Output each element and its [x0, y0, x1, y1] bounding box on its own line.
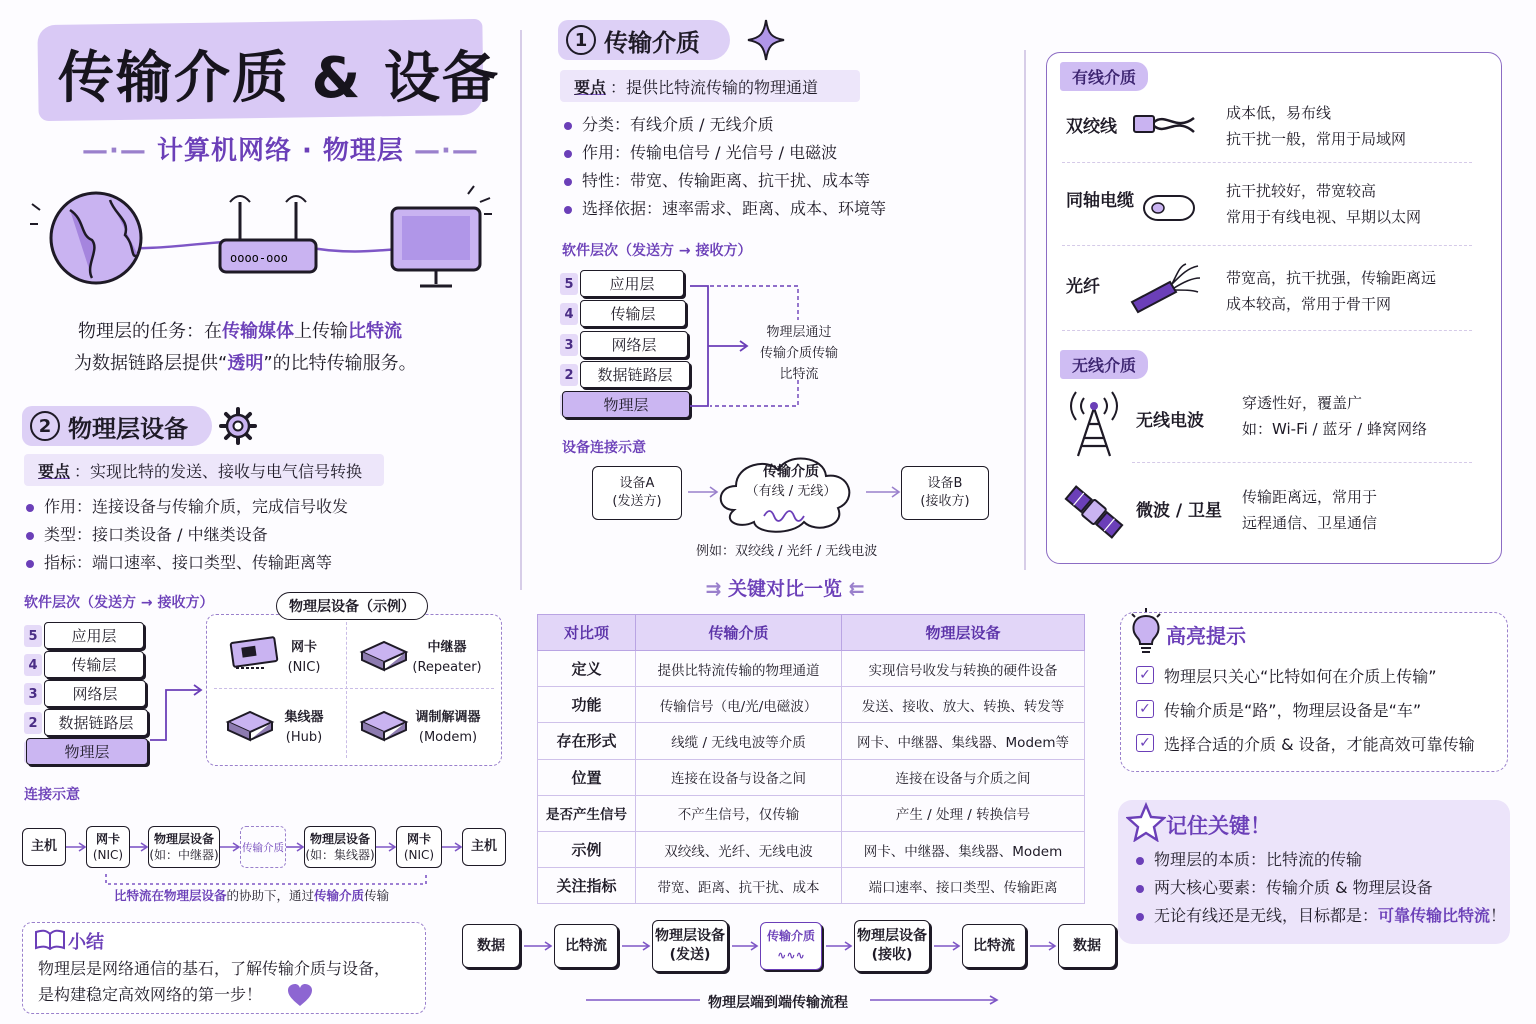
layer-note-line: 比特流 — [779, 367, 819, 382]
cloud-subtitle: （有线 / 无线） — [745, 484, 837, 499]
media-section-header — [558, 20, 730, 60]
layer-application: 应用层 — [580, 270, 684, 297]
device-en: (Hub) — [285, 730, 323, 745]
media-name: 双绞线 — [1066, 117, 1117, 137]
media-name: 微波 / 卫星 — [1136, 501, 1223, 521]
tips-title: 高亮提示 — [1166, 624, 1246, 648]
check-icon: ✓ — [1136, 700, 1154, 718]
modem-icon — [358, 708, 410, 742]
device-a-role: (发送方) — [612, 494, 662, 509]
device-en: (Repeater) — [412, 660, 482, 675]
flow-sub: (发送) — [669, 947, 711, 963]
summary-line: 物理层是网络通信的基石，了解传输介质与设备， — [38, 959, 391, 978]
chain-label: 传输介质 — [242, 841, 284, 854]
flow-label: 比特流 — [973, 937, 1015, 954]
media-name: 光纤 — [1066, 277, 1100, 297]
heart-icon — [286, 982, 314, 1008]
page-subtitle: —·— 计算机网络 · 物理层 —·— — [82, 136, 479, 166]
flow-label: 数据 — [1073, 937, 1101, 954]
device-en: (Modem) — [418, 730, 478, 745]
devices-label: 物理层设备（示例） — [276, 592, 428, 620]
table-row — [538, 795, 1085, 831]
device-keypoint — [24, 454, 384, 486]
layer-application: 应用层 — [44, 622, 144, 649]
remember-text: ！ — [1490, 906, 1507, 925]
summary-title: 小结 — [68, 932, 104, 953]
hub-icon — [224, 708, 276, 742]
chain-caption-part: 比特流在 — [114, 888, 165, 903]
table-cell: 端口速率、接口类型、传输距离 — [842, 868, 1085, 904]
layer-number: 5 — [24, 625, 42, 647]
grid-divider — [346, 622, 347, 758]
tip-text: 物理层只关心“比特如何在介质上传输” — [1164, 666, 1437, 686]
chain-label: 物理层设备 — [309, 832, 370, 846]
page-title: 传输介质 & 设备 — [58, 46, 500, 111]
media-desc — [1242, 390, 1427, 442]
table-cell: 网卡、中继器、集线器、Modem — [842, 831, 1085, 867]
media-desc-line: 成本较高，常用于骨干网 — [1226, 295, 1392, 313]
fiber-icon — [1126, 262, 1202, 316]
nic-icon — [228, 634, 280, 674]
media-desc-line: 抗干扰较好，带宽较高 — [1226, 182, 1377, 200]
grid-divider — [214, 688, 494, 689]
intro-keyword: 比特流 — [348, 321, 402, 342]
media-desc-line: 如：Wi-Fi / 蓝牙 / 蜂窝网络 — [1242, 420, 1427, 438]
summary-text — [38, 956, 390, 1008]
column-header: 对比项 — [538, 615, 636, 651]
section-number: 2 — [30, 411, 60, 441]
separator — [1062, 330, 1472, 331]
device-en: (NIC) — [287, 660, 321, 675]
repeater-icon — [358, 638, 410, 672]
device-nic — [282, 638, 326, 678]
media-example: 例如：双绞线 / 光纤 / 无线电波 — [696, 544, 878, 559]
media-name: 同轴电缆 — [1066, 191, 1134, 211]
row-header: 功能 — [538, 687, 636, 723]
remember-keyword: 可靠传输比特流 — [1378, 906, 1491, 925]
layer-physical: 物理层 — [26, 738, 148, 765]
intro-text-part: ”的比特传输服务。 — [263, 353, 417, 374]
device-modem — [410, 708, 486, 748]
chain-sub: (如：中继器) — [149, 848, 219, 862]
layer-number: 4 — [24, 654, 42, 676]
comparison-title: ⇉ 关键对比一览 ⇇ — [705, 578, 865, 600]
chain-caption-part: 的协助下，通过 — [226, 888, 315, 903]
chain-label: 物理层设备 — [153, 832, 214, 846]
comparison-table — [537, 614, 1085, 904]
radio-tower-icon — [1064, 388, 1124, 460]
tip-text: 选择合适的介质 & 设备，才能高效可靠传输 — [1164, 734, 1475, 754]
book-icon — [34, 928, 66, 950]
list-item: 物理层的本质：比特流的传输 — [1134, 846, 1506, 874]
section-number: 1 — [566, 25, 596, 55]
intro-text-part: 为数据链路层提供“ — [74, 353, 228, 374]
table-cell: 实现信号收发与转换的硬件设备 — [842, 651, 1085, 687]
keypoint-text: ：实现比特的发送、接收与电气信号转换 — [74, 461, 363, 481]
row-header: 位置 — [538, 759, 636, 795]
media-bullets — [562, 111, 886, 223]
chain-sub: (如：集线器) — [305, 848, 375, 862]
comparison-title-text: 关键对比一览 — [727, 578, 842, 600]
layer-number: 2 — [24, 712, 42, 734]
device-name: 中继器 — [427, 640, 467, 655]
intro-text — [74, 316, 417, 380]
lightbulb-icon — [1126, 606, 1166, 654]
tip-item — [1136, 726, 1475, 760]
table-cell: 连接在设备与设备之间 — [636, 759, 842, 795]
layer-network: 网络层 — [44, 680, 146, 707]
layer-note-line: 物理层通过 — [766, 325, 832, 340]
conn-label: 连接示意 — [24, 787, 80, 803]
chain-caption-part: 传输 — [364, 888, 390, 903]
check-icon: ✓ — [1136, 666, 1154, 684]
layers-label: 软件层次（发送方 → 接收方） — [24, 595, 214, 611]
table-header-row — [538, 615, 1085, 651]
flow-sub: (接收) — [871, 947, 913, 963]
row-header: 示例 — [538, 831, 636, 867]
tips-list — [1136, 658, 1475, 760]
media-desc-line: 带宽高，抗干扰强，传输距离远 — [1226, 269, 1437, 287]
layer-stack-device — [24, 622, 154, 772]
layer-number: 5 — [560, 273, 578, 295]
separator — [1132, 462, 1472, 463]
monitor-icon — [392, 186, 492, 286]
flow-step-data — [462, 924, 520, 968]
table-row — [538, 759, 1085, 795]
layer-note — [744, 322, 854, 385]
flow-label: 数据 — [477, 937, 505, 954]
star-icon — [1126, 802, 1166, 842]
keypoint-label: 要点 — [38, 461, 71, 481]
device-b-role: (接收方) — [920, 494, 970, 509]
column-header: 传输介质 — [636, 615, 842, 651]
router-icon — [220, 196, 316, 272]
list-item: 作用：连接设备与传输介质，完成信号收发 — [24, 493, 348, 521]
wireless-tag: 无线介质 — [1060, 350, 1148, 379]
table-cell: 传输信号（电/光/电磁波） — [636, 687, 842, 723]
chain-caption-part: 传输介质 — [314, 888, 365, 903]
layer-number: 4 — [560, 303, 578, 325]
flow-step-data — [1058, 924, 1116, 968]
layer-transport: 传输层 — [580, 300, 686, 327]
table-cell: 产生 / 处理 / 转换信号 — [842, 795, 1085, 831]
sparkle-icon — [746, 18, 786, 62]
layer-datalink: 数据链路层 — [44, 709, 148, 736]
device-repeater — [412, 638, 482, 678]
device-a-label: 设备A — [619, 476, 655, 491]
row-header: 存在形式 — [538, 723, 636, 759]
media-desc-line: 成本低，易布线 — [1226, 104, 1332, 122]
media-desc — [1226, 100, 1406, 152]
twisted-pair-icon — [1130, 104, 1200, 144]
tip-item — [1136, 692, 1475, 726]
device-b-box — [901, 466, 989, 520]
table-cell: 连接在设备与介质之间 — [842, 759, 1085, 795]
layers-label: 软件层次（发送方 → 接收方） — [562, 243, 752, 259]
intro-keyword: 传输媒体 — [222, 321, 294, 342]
flow-label: 比特流 — [565, 937, 607, 954]
layer-datalink: 数据链路层 — [580, 361, 690, 388]
chain-label: 网卡 — [406, 832, 431, 846]
flow-label: 传输介质 — [766, 929, 815, 943]
svg-text:oooo-ooo: oooo-ooo — [230, 251, 288, 265]
device-hub — [280, 708, 328, 748]
list-item: 指标：端口速率、接口类型、传输距离等 — [24, 549, 348, 577]
media-desc-line: 远程通信、卫星通信 — [1242, 514, 1378, 532]
table-cell: 提供比特流传输的物理通道 — [636, 651, 842, 687]
chain-sub: (NIC) — [403, 848, 435, 862]
list-item: 选择依据：速率需求、距离、成本、环境等 — [562, 195, 886, 223]
row-header: 定义 — [538, 651, 636, 687]
column-divider — [520, 30, 522, 590]
media-desc-line: 常用于有线电视、早期以太网 — [1226, 208, 1422, 226]
device-name: 网卡 — [290, 640, 317, 655]
chain-label: 主机 — [470, 839, 497, 854]
coax-cable-icon — [1140, 182, 1196, 226]
satellite-icon — [1062, 476, 1126, 548]
device-section-header — [22, 406, 212, 446]
table-row — [538, 687, 1085, 723]
flow-label: 物理层设备 — [857, 928, 927, 944]
hero-illustration — [30, 180, 500, 300]
table-cell: 发送、接收、放大、转换、转发等 — [842, 687, 1085, 723]
remember-list — [1134, 846, 1506, 930]
device-name: 集线器 — [284, 710, 324, 725]
media-desc-line: 穿透性好，覆盖广 — [1242, 394, 1363, 412]
intro-text-part: 物理层的任务：在 — [78, 321, 222, 342]
row-header: 关注指标 — [538, 868, 636, 904]
subtitle-text: 计算机网络 · 物理层 — [156, 136, 404, 166]
row-header: 是否产生信号 — [538, 795, 636, 831]
chain-caption — [114, 886, 389, 904]
chain-sub: (NIC) — [92, 848, 124, 862]
section-title: 物理层设备 — [68, 414, 188, 443]
table-row — [538, 723, 1085, 759]
table-cell: 线缆 / 无线电波等介质 — [636, 723, 842, 759]
chain-label: 主机 — [30, 839, 57, 854]
device-b-label: 设备B — [927, 476, 963, 491]
summary-line: 是构建稳定高效网络的第一步！ — [38, 985, 263, 1004]
list-item: 特性：带宽、传输距离、抗干扰、成本等 — [562, 167, 886, 195]
table-row — [538, 868, 1085, 904]
layer-connector — [150, 680, 210, 750]
media-desc — [1242, 484, 1377, 536]
wired-tag: 有线介质 — [1060, 62, 1148, 91]
separator — [1062, 245, 1472, 246]
layer-transport: 传输层 — [44, 651, 144, 678]
column-divider — [1024, 50, 1026, 570]
chain-label: 网卡 — [95, 832, 120, 846]
media-desc — [1226, 265, 1436, 317]
table-cell: 不产生信号，仅传输 — [636, 795, 842, 831]
table-cell: 双绞线、光纤、无线电波 — [636, 831, 842, 867]
cloud-title: 传输介质 — [763, 464, 819, 480]
cloud-label — [736, 462, 846, 502]
column-header: 物理层设备 — [842, 615, 1085, 651]
layer-network: 网络层 — [580, 331, 688, 358]
list-item: 类型：接口类设备 / 中继类设备 — [24, 521, 348, 549]
media-desc — [1226, 178, 1421, 230]
intro-text-part: 上传输 — [294, 321, 348, 342]
separator — [1062, 162, 1472, 163]
tip-item — [1136, 658, 1475, 692]
table-row — [538, 651, 1085, 687]
media-desc-line: 传输距离远，常用于 — [1242, 488, 1378, 506]
chain-caption-part: 物理层设备 — [164, 888, 227, 903]
intro-keyword: 透明 — [227, 353, 264, 374]
check-icon: ✓ — [1136, 734, 1154, 752]
keypoint-label: 要点 — [574, 77, 607, 97]
layer-physical: 物理层 — [562, 391, 690, 418]
media-desc-line: 抗干扰一般，常用于局域网 — [1226, 130, 1407, 148]
device-bullets — [24, 493, 348, 577]
table-cell: 网卡、中继器、集线器、Modem等 — [842, 723, 1085, 759]
media-keypoint — [560, 70, 860, 102]
gear-icon — [218, 406, 258, 446]
layer-number: 2 — [560, 364, 578, 386]
globe-icon — [30, 193, 141, 283]
table-cell: 带宽、距离、抗干扰、成本 — [636, 868, 842, 904]
list-item: 两大核心要素：传输介质 & 物理层设备 — [1134, 874, 1506, 902]
list-item — [1134, 902, 1506, 930]
media-name: 无线电波 — [1136, 411, 1204, 431]
layer-note-line: 传输介质传输 — [759, 346, 838, 361]
remember-title: 记住关键！ — [1166, 814, 1271, 838]
layer-stack-media — [560, 270, 700, 420]
device-name: 调制解调器 — [415, 710, 481, 725]
wave-icon: ∿∿∿ — [777, 949, 805, 962]
list-item: 分类：有线介质 / 无线介质 — [562, 111, 886, 139]
layer-number: 3 — [560, 334, 578, 356]
flow-caption: 物理层端到端传输流程 — [708, 995, 848, 1011]
list-item: 作用：传输电信号 / 光信号 / 电磁波 — [562, 139, 886, 167]
keypoint-text: ：提供比特流传输的物理通道 — [610, 77, 819, 97]
tip-text: 传输介质是“路”，物理层设备是“车” — [1164, 700, 1422, 720]
layer-number: 3 — [24, 683, 42, 705]
conn-label: 设备连接示意 — [562, 440, 646, 456]
remember-text: 无论有线还是无线，目标都是： — [1154, 906, 1379, 925]
device-a-box — [592, 466, 682, 520]
table-row — [538, 831, 1085, 867]
flow-label: 物理层设备 — [655, 928, 725, 944]
section-title: 传输介质 — [604, 28, 700, 57]
